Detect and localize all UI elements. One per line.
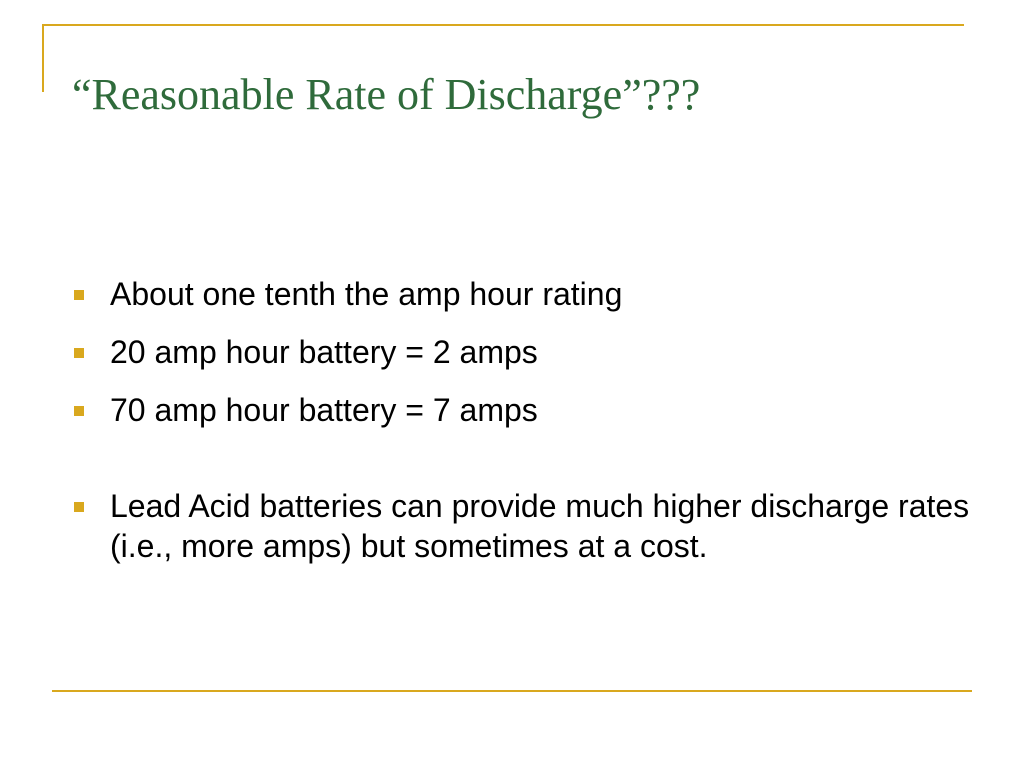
bullet-item — [72, 390, 972, 430]
bullet-text: About one tenth the amp hour rating — [110, 276, 623, 312]
bullet-text: 20 amp hour battery = 2 amps — [110, 334, 538, 370]
square-bullet-icon — [74, 290, 84, 300]
bullet-text: 70 amp hour battery = 7 amps — [110, 392, 538, 428]
slide-title: “Reasonable Rate of Discharge”??? — [72, 70, 701, 119]
bullet-item — [72, 274, 972, 314]
square-bullet-icon — [74, 502, 84, 512]
bullet-item — [72, 486, 972, 566]
square-bullet-icon — [74, 406, 84, 416]
frame-top-rule — [42, 24, 964, 26]
bullet-item — [72, 332, 972, 372]
frame-left-rule — [42, 24, 44, 92]
square-bullet-icon — [74, 348, 84, 358]
bullet-text: Lead Acid batteries can provide much higher discharge rates (i.e., more amps) but sometimes at a cost. — [110, 488, 970, 564]
bullet-list — [72, 274, 972, 584]
frame-bottom-rule — [52, 690, 972, 692]
